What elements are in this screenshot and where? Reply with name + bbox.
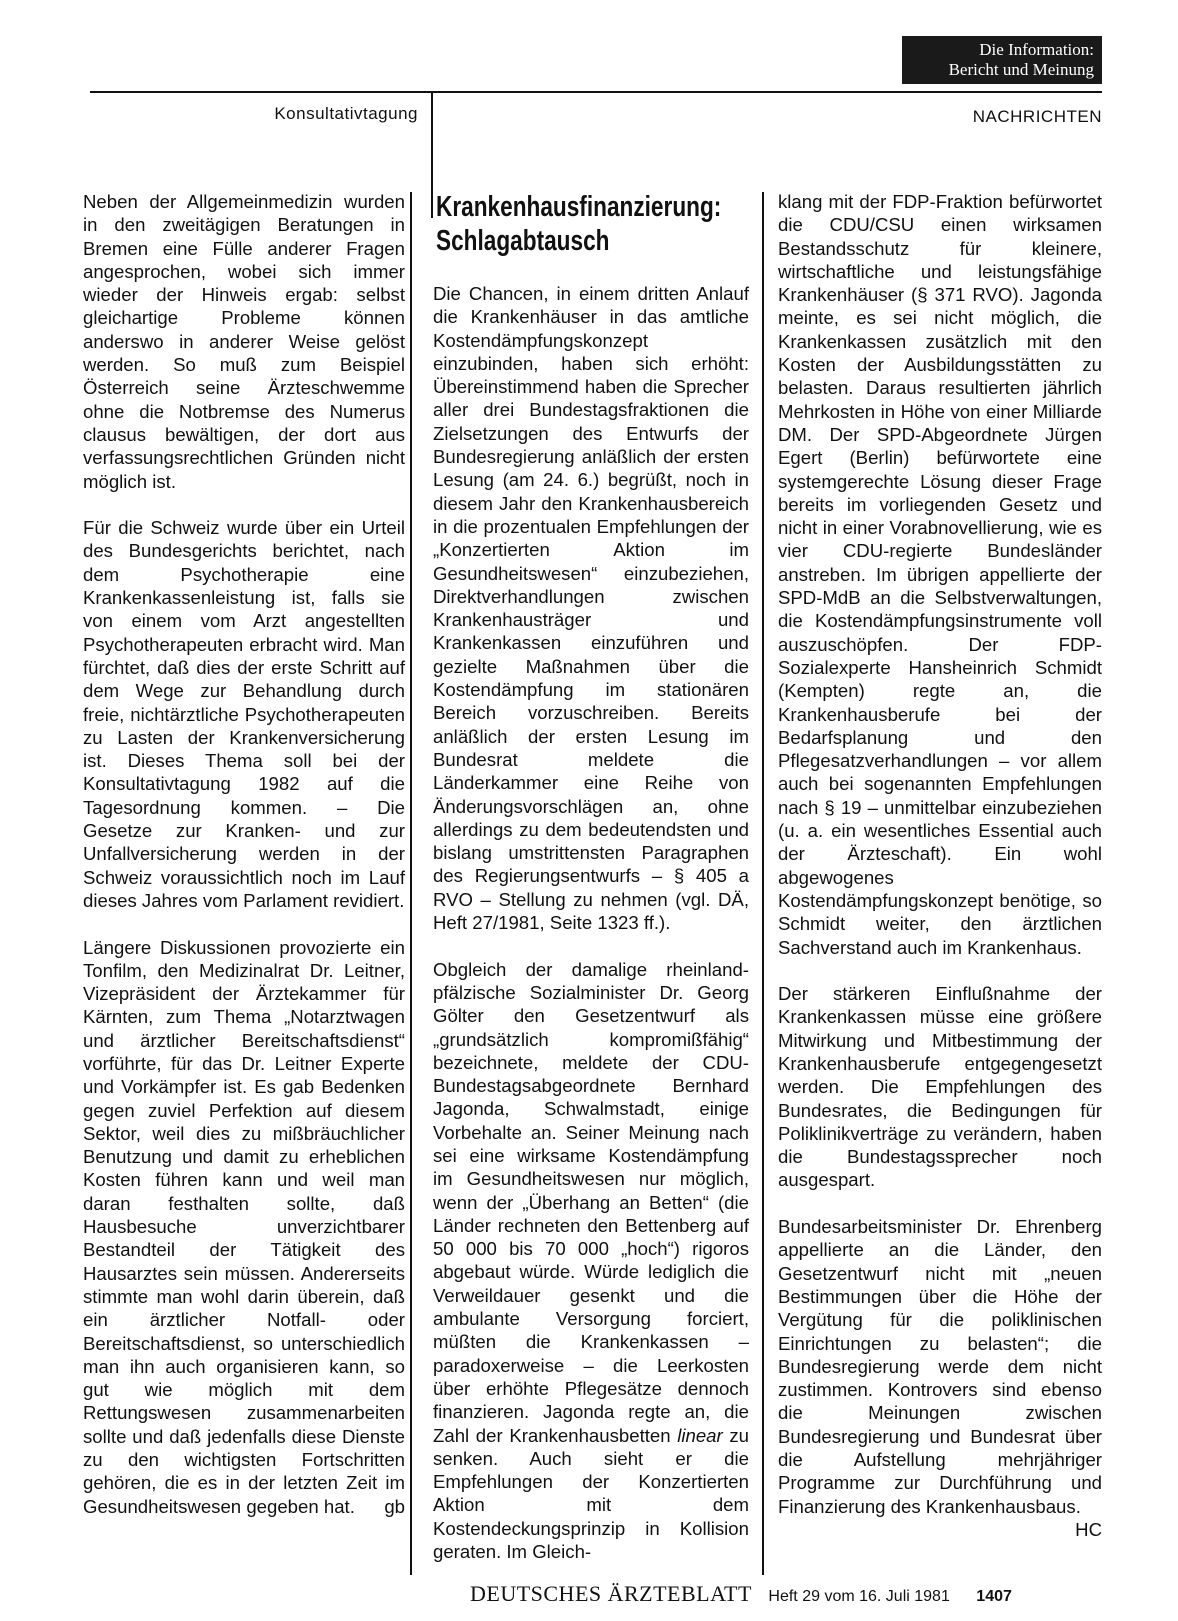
column-3 — [778, 190, 1102, 1541]
headline-line-1: Krankenhausfinanzierung: — [436, 191, 722, 223]
column-rule-2 — [762, 192, 764, 1575]
journal-name: DEUTSCHES ÄRZTEBLATT — [470, 1581, 752, 1606]
page-footer — [470, 1581, 1090, 1607]
section-badge — [902, 36, 1102, 84]
page-number: 1407 — [976, 1588, 1012, 1605]
column-2 — [433, 282, 749, 1587]
badge-line-2: Bericht und Meinung — [948, 60, 1094, 79]
col3-paragraph-3-text: Bundesarbeitsminister Dr. Ehrenberg appellierte an die Länder, den Gesetzentwurf nicht mit „neuen Bestimmungen über die Höhe der Vergütung für die poliklinischen Einrichtungen zu belasten“; die Bundesregierung werde dem nicht zustimmen. Kontrovers sind ebenso die Meinungen zwischen Bundesregierung und Bundesrat über die Aufstellung mehrjähriger Programme zur Durchführung und Finanzierung des Krankenhausbaus. — [778, 1216, 1102, 1517]
col3-paragraph-1: klang mit der FDP-Fraktion befürwortet die CDU/CSU einen wirksamen Bestandsschutz für kleinere, wirtschaftliche und leistungsfähige Krankenhäuser (§ 371 RVO). Jagonda meinte, es sei nicht möglich, die Krankenkassen zusätzlich mit den Kosten der Ausbildungsstätten zu belasten. Daraus resultierten jährlich Mehrkosten in Höhe von einer Milliarde DM. Der SPD-Abgeordnete Jürgen Egert (Berlin) befürwortete eine systemgerechte Lösung dieser Frage bereits im vorliegenden Gesetz und nicht in einer Vorabnovellierung, wie es vier CDU-regierte Bundesländer anstreben. Im übrigen appellierte der SPD-MdB an die Selbstverwaltungen, die Kostendämpfungsinstrumente voll auszuschöpfen. Der FDP-Sozialexperte Hansheinrich Schmidt (Kempten) regte an, die Krankenhausberufe bei der Bedarfsplanung und den Pflegesatzverhandlungen – vor allem auch bei sogenannten Empfehlungen nach § 19 – unmittelbar einzubeziehen (u. a. ein wesentliches Essential auch der Ärzteschaft). Ein wohl abgewogenes Kostendämpfungskonzept benötige, so Schmidt weiter, den ärztlichen Sachverstand auch im Krankenhaus. — [778, 191, 1102, 958]
section-label-left: Konsultativtagung — [274, 104, 418, 123]
col3-paragraph-2: Der stärkeren Einflußnahme der Krankenkassen müsse eine größere Mitwirkung und Mitbestimmung der Krankenhausberufe entgegengesetzt werden. Die Empfehlungen des Bundesrates, die Bedingungen für Poliklinikverträge zu verändern, haben die Bundestagssprecher noch ausgespart. — [778, 983, 1102, 1191]
col2-paragraph-2 — [433, 958, 749, 1564]
header-rule — [90, 91, 1102, 93]
col1-paragraph-2: Für die Schweiz wurde über ein Urteil des Bundesgerichts berichtet, nach dem Psychotherapie eine Krankenkassenleistung ist, falls sie von einem vom Arzt angestellten Psychotherapeuten erbracht wird. Man fürchtet, daß dies der erste Schritt auf dem Wege zur Behandlung durch freie, nichtärztliche Psychotherapeuten zu Lasten der Krankenversicherung ist. Dieses Thema soll bei der Konsultativtagung 1982 auf die Tagesordnung kommen. – Die Gesetze zur Kranken- und zur Unfallversicherung werden in der Schweiz voraussichtlich noch im Lauf dieses Jahres vom Parlament revidiert. — [83, 517, 405, 911]
col2-paragraph-2-text-a: Obgleich der damalige rheinland-pfälzische Sozialminister Dr. Georg Gölter den Gesetzentwurf als „grundsätzlich kompromißfähig“ bezeichnete, meldete der CDU-Bundestagsabgeordnete Bernhard Jagonda, Schwalmstadt, einige Vorbehalte an. Seiner Meinung nach sei eine wirksame Kostendämpfung im Gesundheitswesen nur möglich, wenn der „Überhang an Betten“ (die Länder rechneten den Bettenberg auf 50 000 bis 70 000 „hoch“) rigoros abgebaut würde. Würde lediglich die Verweildauer gesenkt und die ambulante Versorgung forciert, müßten die Krankenkassen – paradoxerweise – die Leerkosten über erhöhte Pflegesätze dennoch finanzieren. Jagonda regte an, die Zahl der Krankenhausbetten — [433, 958, 749, 1446]
emphasis-linear: linear — [677, 1424, 723, 1446]
badge-line-1: Die Information: — [979, 40, 1094, 59]
section-label-right: NACHRICHTEN — [972, 107, 1102, 126]
header-divider — [431, 93, 433, 218]
author-signature-gb: gb — [384, 1495, 405, 1517]
headline-line-2: Schlagabtausch — [436, 225, 610, 257]
column-1 — [83, 190, 405, 1541]
col2-paragraph-2-text-b: zu senken. Auch sieht er die Empfehlungen der Konzertierten Aktion mit dem Kostendeckungsprinzip in Kollision geraten. Im Gleich- — [433, 1424, 749, 1563]
col1-paragraph-3-text: Längere Diskussionen provozierte ein Tonfilm, den Medizinalrat Dr. Leitner, Vizepräsident der Ärztekammer für Kärnten, zum Thema „Notarztwagen und ärztlicher Bereitschaftsdienst“ vorführte, für das Dr. Leitner Experte und Vorkämpfer ist. Es gab Bedenken gegen zuviel Perfektion auf diesem Sektor, weil dies zu mißbräuchlicher Benutzung und damit zu erheblichen Kosten führen kann und weil man daran festhalten sollte, daß Hausbesuche unverzichtbarer Bestandteil der Tätigkeit des Hausarztes sein müssen. Andererseits stimmte man wohl darin überein, daß ein ärztlicher Notfall- oder Bereitschaftsdienst, so unterschiedlich man ihn auch organisieren kann, so gut wie möglich mit dem Rettungswesen zusammenarbeiten sollte und daß jedenfalls diese Dienste zu den wichtigsten Fortschritten gehören, die es in der letzten Zeit im Gesundheitswesen gegeben hat. — [83, 936, 405, 1517]
col3-paragraph-3 — [778, 1215, 1102, 1540]
col1-paragraph-3 — [83, 936, 405, 1518]
author-signature-hc: HC — [1075, 1518, 1102, 1540]
column-rule-1 — [410, 192, 412, 1575]
issue-info: Heft 29 vom 16. Juli 1981 — [768, 1588, 950, 1605]
col1-paragraph-1: Neben der Allgemeinmedizin wurden in den zweitägigen Beratungen in Bremen eine Fülle anderer Fragen angesprochen, wobei sich immer wieder der Hinweis ergab: selbst gleichartige Probleme können anderswo in anderer Weise gelöst werden. So muß zum Beispiel Österreich seine Ärzteschwemme ohne die Notbremse des Numerus clausus bewältigen, der dort aus verfassungsrechtlichen Gründen nicht möglich ist. — [83, 191, 405, 492]
article-headline — [436, 190, 722, 258]
col2-paragraph-1: Die Chancen, in einem dritten Anlauf die Krankenhäuser in das amtliche Kostendämpfungskonzept einzubinden, haben sich erhöht: Übereinstimmend haben die Sprecher aller drei Bundestagsfraktionen die Zielsetzungen des Entwurfs der Bundesregierung anläßlich der ersten Lesung (am 24. 6.) begrüßt, noch in diesem Jahr den Krankenhausbereich in die prozentualen Empfehlungen der „Konzertierten Aktion im Gesundheitswesen“ einzubeziehen, Direktverhandlungen zwischen Krankenhausträger und Krankenkassen einzuführen und gezielte Maßnahmen über die Kostendämpfung im stationären Bereich vorzuschreiben. Bereits anläßlich der ersten Lesung im Bundesrat meldete die Länderkammer eine Reihe von Änderungsvorschlägen an, ohne allerdings zu dem bedeutendsten und bislang umstrittensten Paragraphen des Regierungsentwurfs – § 405 a RVO – Stellung zu nehmen (vgl. DÄ, Heft 27/1981, Seite 1323 ff.). — [433, 283, 749, 934]
